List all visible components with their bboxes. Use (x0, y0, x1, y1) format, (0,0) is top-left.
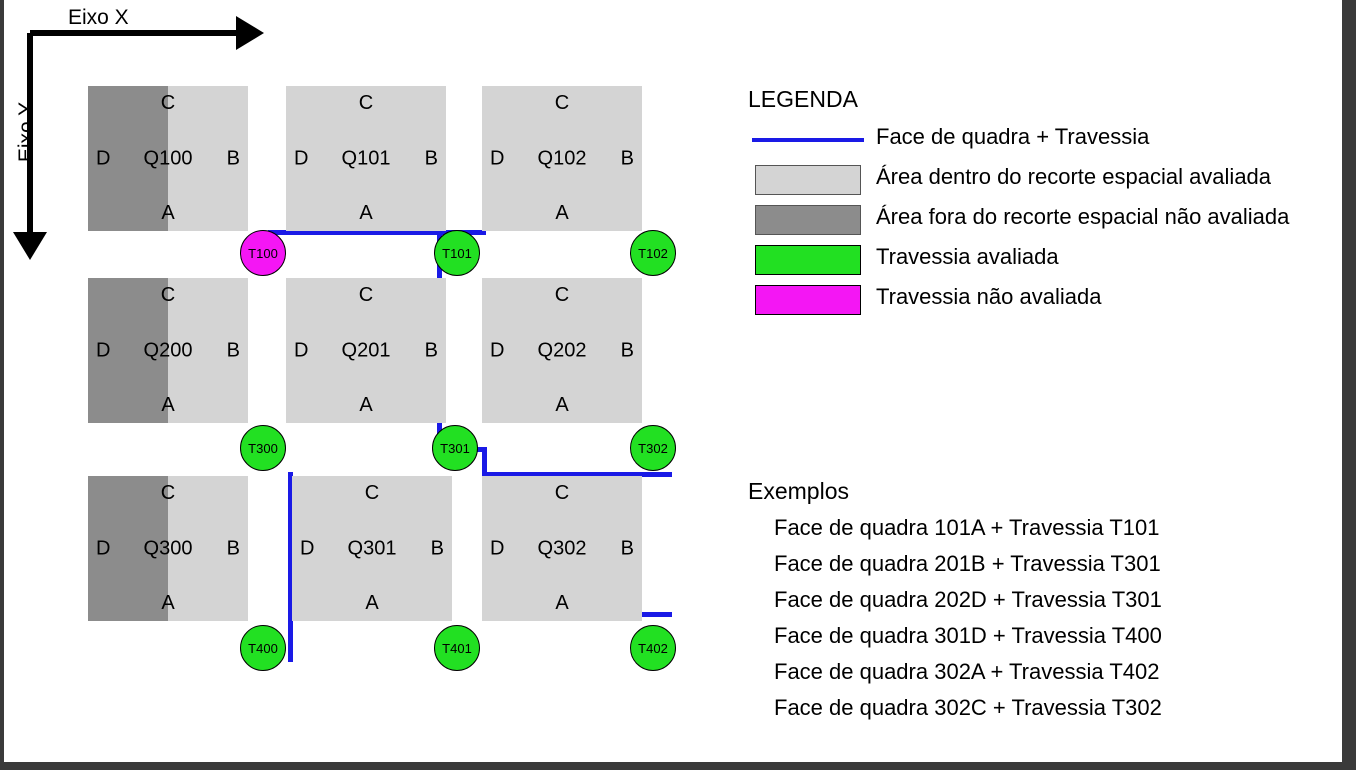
block-side-d: D (96, 537, 111, 559)
legend-item-travessia-avaliada (748, 245, 1348, 275)
block-side-b: B (430, 537, 444, 559)
block-side-d: D (294, 147, 309, 169)
block-label: Q101 (341, 147, 391, 169)
examples-section (748, 478, 1348, 731)
legend-swatch-green (748, 245, 868, 275)
block-side-b: B (226, 537, 240, 559)
travessia-node-label: T400 (248, 640, 278, 656)
block-side-c: C (160, 284, 176, 306)
block-label: Q202 (537, 339, 587, 361)
block-side-d: D (294, 339, 309, 361)
travessia-node-label: T301 (440, 440, 470, 456)
block-side-a: A (359, 394, 373, 416)
travessia-node-label: T101 (442, 245, 472, 261)
block-side-c: C (160, 482, 176, 504)
travessia-node-T402[interactable] (630, 625, 676, 671)
travessia-node-label: T302 (638, 440, 668, 456)
legend-item-label: Área fora do recorte espacial não avaliada (876, 204, 1290, 229)
block-Q102 (482, 86, 642, 231)
block-side-b: B (620, 537, 634, 559)
x-axis-line (30, 30, 240, 36)
block-label: Q302 (537, 537, 587, 559)
block-side-c: C (554, 284, 570, 306)
legend-swatch-dark (748, 205, 868, 235)
block-label: Q200 (143, 339, 193, 361)
legend-item-label: Face de quadra + Travessia (876, 124, 1150, 149)
block-Q201 (286, 278, 446, 423)
travessia-node-T302[interactable] (630, 425, 676, 471)
block-side-d: D (490, 147, 505, 169)
block-side-a: A (161, 394, 175, 416)
block-side-a: A (359, 202, 373, 224)
travessia-node-label: T102 (638, 245, 668, 261)
block-side-b: B (226, 147, 240, 169)
legend-swatch-magenta (748, 285, 868, 315)
block-side-c: C (554, 482, 570, 504)
travessia-node-label: T300 (248, 440, 278, 456)
travessia-node-label: T100 (248, 245, 278, 261)
legend-item-label: Área dentro do recorte espacial avaliada (876, 164, 1272, 189)
block-side-d: D (96, 339, 111, 361)
block-side-b: B (424, 339, 438, 361)
block-side-b: B (424, 147, 438, 169)
x-axis-label: Eixo X (68, 6, 129, 29)
block-side-d: D (490, 339, 505, 361)
block-Q202 (482, 278, 642, 423)
legend-swatch-light (748, 165, 868, 195)
example-item: Face de quadra 301D + Travessia T400 (774, 623, 1162, 648)
example-item: Face de quadra 101A + Travessia T101 (774, 515, 1160, 540)
travessia-node-T301[interactable] (432, 425, 478, 471)
travessia-node-T401[interactable] (434, 625, 480, 671)
block-side-c: C (554, 92, 570, 114)
legend-item-area-dentro (748, 165, 1348, 195)
block-side-a: A (555, 394, 569, 416)
canvas-bottom-border (0, 762, 1356, 770)
travessia-node-T300[interactable] (240, 425, 286, 471)
block-side-b: B (226, 339, 240, 361)
legend (748, 86, 1348, 325)
block-Q101 (286, 86, 446, 231)
block-Q200 (88, 278, 248, 423)
block-Q300 (88, 476, 248, 621)
travessia-node-label: T401 (442, 640, 472, 656)
x-axis-arrow-icon (236, 16, 264, 50)
legend-item-area-fora (748, 205, 1348, 235)
block-side-d: D (490, 537, 505, 559)
block-side-a: A (555, 592, 569, 614)
block-label: Q201 (341, 339, 391, 361)
block-side-a: A (365, 592, 379, 614)
examples-title: Exemplos (748, 478, 849, 504)
travessia-node-T100[interactable] (240, 230, 286, 276)
block-label: Q102 (537, 147, 587, 169)
travessia-node-label: T402 (638, 640, 668, 656)
legend-item-face-travessia (748, 125, 1348, 155)
block-side-d: D (300, 537, 315, 559)
legend-item-label: Travessia não avaliada (876, 284, 1102, 309)
legend-item-travessia-nao-avaliada (748, 285, 1348, 315)
block-side-c: C (364, 482, 380, 504)
block-side-d: D (96, 147, 111, 169)
block-side-b: B (620, 339, 634, 361)
block-side-b: B (620, 147, 634, 169)
block-Q302 (482, 476, 642, 621)
travessia-node-T101[interactable] (434, 230, 480, 276)
travessia-node-T102[interactable] (630, 230, 676, 276)
legend-swatch-line (748, 125, 868, 155)
block-side-a: A (161, 592, 175, 614)
canvas-left-border (0, 0, 4, 770)
block-side-c: C (358, 284, 374, 306)
block-side-a: A (555, 202, 569, 224)
block-label: Q301 (347, 537, 397, 559)
example-item: Face de quadra 201B + Travessia T301 (774, 551, 1161, 576)
block-side-c: C (358, 92, 374, 114)
block-side-a: A (161, 202, 175, 224)
travessia-node-T400[interactable] (240, 625, 286, 671)
block-side-c: C (160, 92, 176, 114)
legend-item-label: Travessia avaliada (876, 244, 1059, 269)
example-item: Face de quadra 202D + Travessia T301 (774, 587, 1162, 612)
y-axis-arrow-icon (13, 232, 47, 260)
legend-title: LEGENDA (748, 86, 858, 112)
block-label: Q100 (143, 147, 193, 169)
example-item: Face de quadra 302C + Travessia T302 (774, 695, 1162, 720)
block-Q301 (292, 476, 452, 621)
block-label: Q300 (143, 537, 193, 559)
example-item: Face de quadra 302A + Travessia T402 (774, 659, 1160, 684)
block-Q100 (88, 86, 248, 231)
y-axis-label: Eixo Y (15, 101, 38, 163)
